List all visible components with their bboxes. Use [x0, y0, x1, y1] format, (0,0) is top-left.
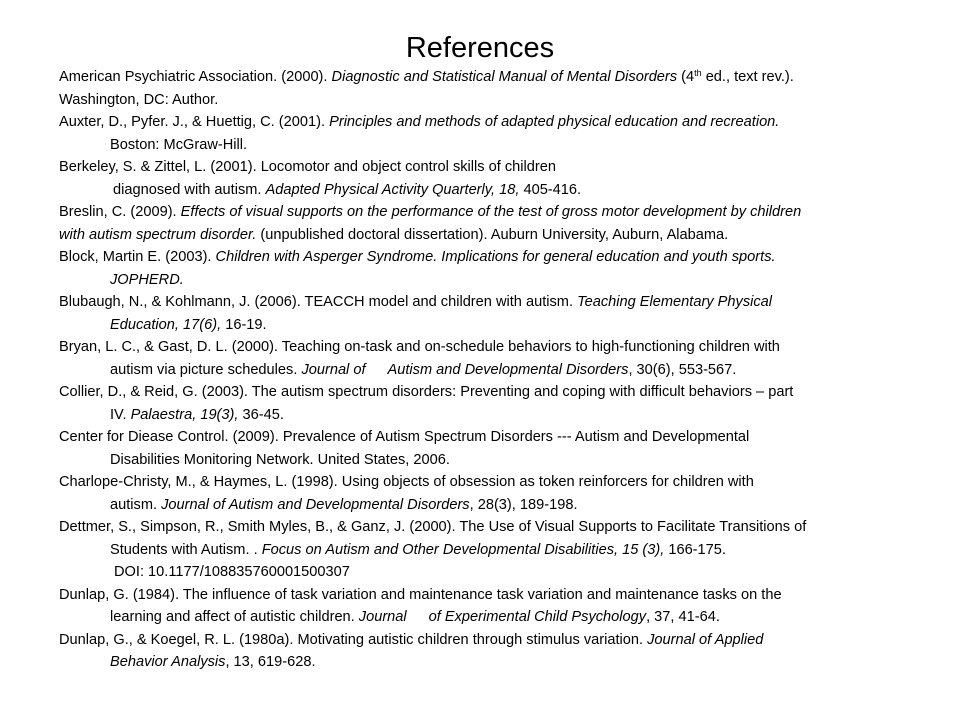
- reference-journal: Education, 17(6),: [110, 316, 222, 333]
- reference-journal: Journal of Applied: [647, 631, 764, 648]
- reference-text: Breslin, C. (2009).: [59, 204, 181, 220]
- reference-text: IV.: [110, 406, 131, 423]
- reference-entry: [59, 291, 939, 336]
- reference-text: Blubaugh, N., & Kohlmann, J. (2006). TEACCH model and children with autism.: [59, 294, 578, 310]
- reference-text: , 37, 41-64.: [646, 609, 720, 625]
- slide-title: References: [405, 32, 555, 64]
- reference-text: Collier, D., & Reid, G. (2003). The autism spectrum disorders: Preventing and coping with difficult behaviors – part: [59, 384, 794, 400]
- reference-text: learning and affect of autistic children.: [110, 609, 359, 625]
- reference-text: diagnosed with autism.: [113, 181, 266, 198]
- reference-text: Dunlap, G., & Koegel, R. L. (1980a). Motivating autistic children through stimulus variation.: [59, 631, 648, 648]
- reference-title: Effects of visual supports on the performance of the test of gross motor development by children: [180, 204, 802, 220]
- reference-journal: Autism and Developmental Disorders: [387, 361, 629, 378]
- reference-text: , 13, 619-628.: [225, 654, 316, 670]
- reference-text: Boston: McGraw-Hill.: [110, 136, 248, 153]
- reference-text: autism via picture schedules.: [110, 361, 302, 378]
- reference-journal: Journal of: [301, 361, 366, 378]
- reference-text: Center for Diease Control. (2009). Prevalence of Autism Spectrum Disorders --- Autism and Developmental: [59, 429, 750, 445]
- reference-title: Children with Asperger Syndrome. Implications for general education and youth sports.: [215, 249, 776, 265]
- reference-entry: [59, 66, 939, 111]
- reference-text: Bryan, L. C., & Gast, D. L. (2000). Teaching on-task and on-schedule behaviors to high-functioning children with: [59, 339, 780, 355]
- reference-text: Dettmer, S., Simpson, R., Smith Myles, B., & Ganz, J. (2000). The Use of Visual Supports to Facilitate Transitions of: [59, 519, 807, 535]
- superscript: th: [694, 68, 702, 78]
- reference-title: Principles and methods of adapted physical education and recreation.: [329, 114, 780, 130]
- reference-doi: DOI: 10.1177/108835760001500307: [114, 564, 350, 580]
- reference-text: Block, Martin E. (2003).: [59, 249, 216, 265]
- reference-text: Washington, DC: Author.: [59, 91, 219, 108]
- reference-entry: [59, 426, 939, 471]
- reference-text: ed., text rev.).: [701, 69, 794, 85]
- reference-journal: Focus on Autism and Other Developmental Disabilities, 15 (3),: [261, 541, 665, 558]
- reference-journal: JOPHERD.: [110, 271, 184, 288]
- reference-text: Berkeley, S. & Zittel, L. (2001). Locomotor and object control skills of children: [59, 159, 556, 175]
- reference-entry: [59, 201, 939, 246]
- reference-entry: [59, 111, 939, 156]
- reference-text: (4: [677, 69, 695, 85]
- reference-title: with autism spectrum disorder.: [59, 226, 257, 243]
- reference-text: , 28(3), 189-198.: [469, 496, 578, 513]
- reference-text: Dunlap, G. (1984). The influence of task variation and maintenance task variation and maintenance tasks on the: [59, 586, 782, 603]
- reference-text: American Psychiatric Association. (2000).: [59, 69, 332, 85]
- reference-journal: Journal of Autism and Developmental Disorders: [161, 496, 470, 513]
- reference-entry: [59, 381, 939, 426]
- reference-journal: Adapted Physical Activity Quarterly, 18,: [265, 181, 520, 198]
- reference-text: 16-19.: [221, 316, 267, 333]
- reference-journal: of Experimental Child Psychology: [428, 609, 647, 625]
- reference-text: 166-175.: [664, 541, 726, 558]
- reference-entry: [59, 246, 939, 291]
- reference-text: 405-416.: [519, 181, 582, 198]
- reference-entry: [59, 471, 939, 516]
- reference-text: Charlope-Christy, M., & Haymes, L. (1998). Using objects of obsession as token reinforcers for children with: [59, 474, 754, 490]
- reference-journal: Behavior Analysis: [110, 654, 226, 670]
- reference-list: [59, 66, 939, 674]
- reference-journal: Teaching Elementary Physical: [577, 294, 773, 310]
- reference-text: Disabilities Monitoring Network. United States, 2006.: [110, 451, 450, 468]
- reference-entry: [59, 156, 939, 201]
- reference-text: (unpublished doctoral dissertation). Auburn University, Auburn, Alabama.: [256, 226, 729, 243]
- reference-journal: Palaestra, 19(3),: [130, 406, 239, 423]
- reference-text: Students with Autism. .: [110, 541, 262, 558]
- reference-entry: [59, 516, 939, 584]
- reference-title: Diagnostic and Statistical Manual of Mental Disorders: [331, 69, 678, 85]
- reference-text: 36-45.: [238, 406, 284, 423]
- reference-text: autism.: [110, 496, 162, 513]
- reference-text: , 30(6), 553-567.: [628, 361, 737, 378]
- reference-text: Auxter, D., Pyfer. J., & Huettig, C. (2001).: [59, 114, 330, 130]
- reference-entry: [59, 629, 939, 674]
- reference-entry: [59, 336, 939, 381]
- reference-journal: Journal: [358, 609, 407, 625]
- reference-entry: [59, 584, 939, 629]
